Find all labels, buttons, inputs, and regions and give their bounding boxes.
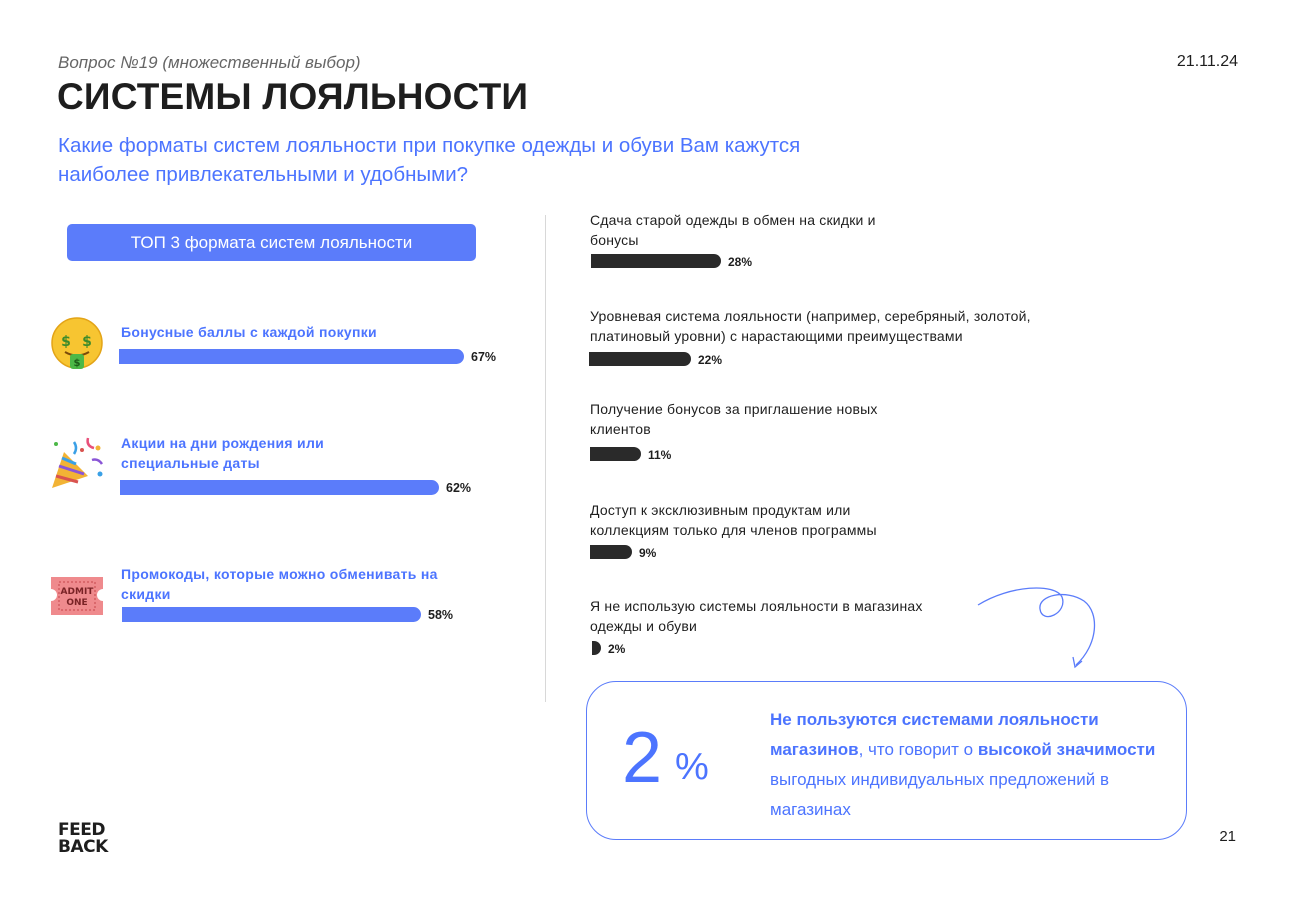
bar-value-label: 58% (428, 608, 454, 622)
money-mouth-face-icon (50, 317, 106, 373)
question-text: Какие форматы систем лояльности при покупке одежды и обуви Вам кажутся наиболее привлекательными и удобными? (58, 134, 801, 186)
callout-bold-1: Не пользуются системами лояльности магазинов (770, 710, 1099, 759)
bar-label: Сдача старой одежды в обмен на скидки и бонусы (590, 212, 876, 248)
bar-value-label: 9% (639, 546, 657, 560)
bar-value-label: 62% (446, 481, 472, 495)
party-popper-icon (48, 434, 106, 492)
bar-label: Бонусные баллы с каждой покупки (121, 324, 377, 340)
callout-text-2: выгодных индивидуальных предложений в магазинах (770, 770, 1110, 819)
bar-label: Акции на дни рождения или специальные даты (121, 435, 325, 471)
bar (589, 352, 691, 366)
svg-text:$: $ (82, 334, 92, 350)
logo-line-1: FEED (58, 820, 105, 840)
svg-text:$: $ (73, 358, 81, 369)
bar (119, 349, 464, 364)
svg-text:ADMIT: ADMIT (60, 587, 94, 597)
bar-value-label: 2% (608, 642, 626, 656)
date: 21.11.24 (1176, 53, 1238, 70)
bar-value-label: 28% (728, 255, 753, 269)
admit-one-ticket-icon (47, 575, 107, 617)
callout-percent-sign: % (675, 746, 709, 788)
svg-text:$: $ (61, 334, 71, 350)
callout-text (770, 705, 1180, 825)
bar (122, 607, 421, 622)
top3-heading: ТОП 3 формата систем лояльности (67, 224, 476, 261)
page-number: 21 (1219, 828, 1236, 845)
callout-text-1: , что говорит о (858, 740, 978, 759)
bar-value-label: 22% (698, 353, 723, 367)
page-title: СИСТЕМЫ ЛОЯЛЬНОСТИ (57, 76, 529, 117)
bar (120, 480, 439, 495)
feedback-logo (58, 820, 132, 854)
callout-bold-2: высокой значимости (977, 740, 1156, 759)
bar-label: Я не использую системы лояльности в магазинах одежды и обуви (590, 598, 923, 634)
bar (590, 545, 632, 559)
question-number: Вопрос №19 (множественный выбор) (58, 53, 361, 72)
callout-number: 2 (622, 718, 663, 798)
bar-value-label: 11% (648, 448, 672, 462)
bar-value-label: 67% (471, 350, 497, 364)
bar (591, 254, 721, 268)
bar (592, 641, 601, 655)
bar-label: Доступ к эксклюзивным продуктам или коллекциям только для членов программы (590, 502, 877, 538)
bar (590, 447, 641, 461)
bar-label: Уровневая система лояльности (например, серебряный, золотой, платиновый уровни) с нарастающими преимуществами (590, 308, 1031, 344)
svg-text:ONE: ONE (66, 598, 88, 608)
logo-line-2: BACK (58, 837, 108, 854)
bar-label: Промокоды, которые можно обменивать на скидки (121, 566, 438, 602)
bar-label: Получение бонусов за приглашение новых клиентов (590, 401, 878, 437)
curved-arrow-icon (970, 585, 1110, 675)
column-divider (545, 215, 546, 702)
